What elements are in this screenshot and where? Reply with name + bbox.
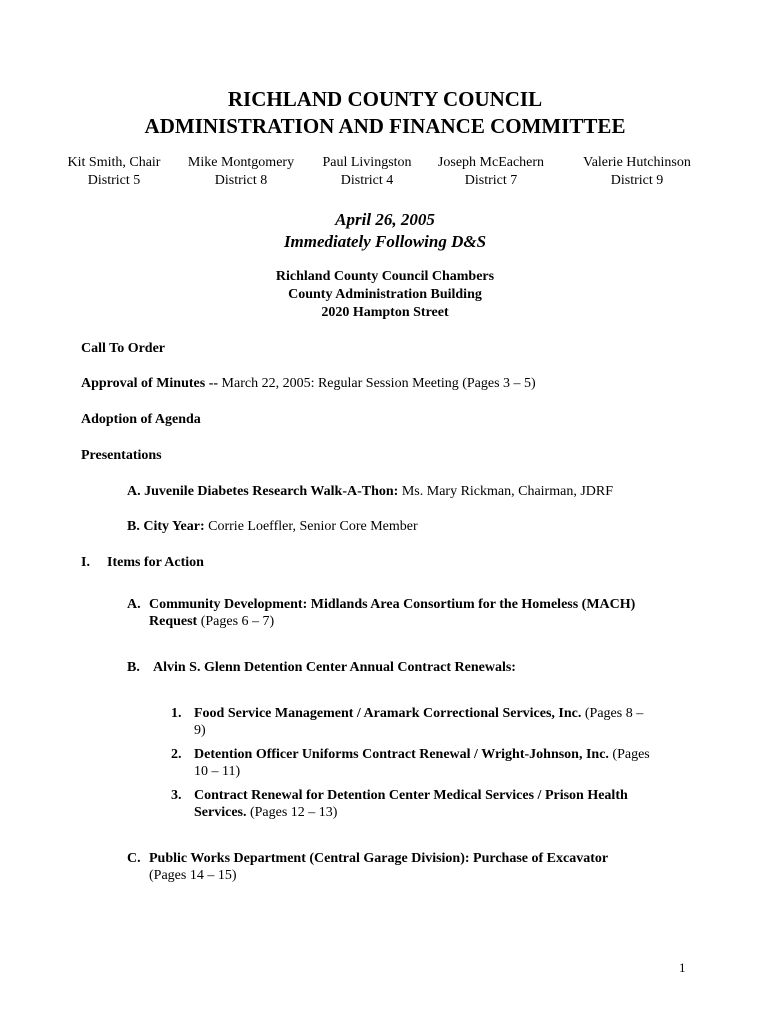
section-i-marker: I. (81, 555, 90, 570)
sub-item-2-pages: (Pages (608, 747, 650, 762)
page-number: 1 (679, 960, 686, 975)
member-mike-montgomery (181, 154, 301, 190)
action-a-marker: A. (127, 597, 141, 612)
presentation-b-marker: B. (127, 519, 140, 534)
member-name: Valerie Hutchinson (583, 155, 691, 170)
sub-item-2-line-1 (194, 746, 650, 764)
sub-item-1-label: Food Service Management / Aramark Correctional Services, Inc. (194, 706, 582, 721)
action-a-line-2 (149, 613, 274, 631)
action-a-pages: (Pages 6 – 7) (197, 614, 275, 629)
presentation-b-label: City Year: (143, 519, 205, 534)
approval-label: Approval of Minutes -- (81, 376, 219, 391)
presentation-a-label: Juvenile Diabetes Research Walk-A-Thon: (144, 484, 399, 499)
action-b-marker: B. (127, 660, 140, 675)
member-district: District 5 (87, 173, 141, 188)
action-a-request: Request (149, 614, 198, 629)
sub-item-1-marker: 1. (171, 706, 182, 721)
location-line-1: Richland County Council Chambers (275, 269, 495, 284)
sub-item-3-pages: (Pages 12 – 13) (246, 805, 338, 820)
member-name: Joseph McEachern (437, 155, 545, 170)
member-district: District 9 (610, 173, 664, 188)
approval-text: March 22, 2005: Regular Session Meeting (Pages 3 – 5) (218, 376, 536, 391)
presentation-a-text: Ms. Mary Rickman, Chairman, JDRF (398, 484, 613, 499)
action-c-marker: C. (127, 851, 141, 866)
member-district: District 7 (464, 173, 518, 188)
sub-item-2-marker: 2. (171, 747, 182, 762)
member-joseph-mceachern (430, 154, 552, 190)
presentation-b (127, 518, 418, 536)
action-a-line-1: Community Development: Midlands Area Consortium for the Homeless (MACH) (149, 597, 636, 612)
presentation-b-text: Corrie Loeffler, Senior Core Member (204, 519, 418, 534)
sub-item-1-line-2: 9) (194, 723, 206, 738)
action-c-pages: (Pages 14 – 15) (149, 868, 237, 883)
approval-of-minutes (81, 375, 536, 393)
title-line-1: RICHLAND COUNTY COUNCIL (227, 87, 543, 111)
member-name: Kit Smith, Chair (67, 155, 161, 170)
call-to-order: Call To Order (81, 341, 166, 356)
presentation-a (127, 483, 613, 501)
sub-item-1-line-1 (194, 705, 643, 723)
adoption-of-agenda: Adoption of Agenda (81, 412, 201, 427)
meeting-time: Immediately Following D&S (283, 232, 487, 251)
location-line-3: 2020 Hampton Street (321, 305, 449, 320)
location-line-2: County Administration Building (288, 287, 482, 302)
member-name: Paul Livingston (322, 155, 412, 170)
member-district: District 8 (214, 173, 268, 188)
member-district: District 4 (340, 173, 394, 188)
action-b-heading: Alvin S. Glenn Detention Center Annual Contract Renewals: (153, 660, 516, 675)
title-line-2: ADMINISTRATION AND FINANCE COMMITTEE (144, 114, 626, 138)
member-name: Mike Montgomery (187, 155, 295, 170)
member-paul-livingston (316, 154, 418, 190)
sub-item-1-pages: (Pages 8 – (581, 706, 644, 721)
sub-item-3-line-2 (194, 804, 337, 822)
sub-item-2-label: Detention Officer Uniforms Contract Renewal / Wright-Johnson, Inc. (194, 747, 609, 762)
sub-item-3-line-1: Contract Renewal for Detention Center Medical Services / Prison Health (194, 788, 628, 803)
sub-item-2-line-2: 10 – 11) (194, 764, 241, 779)
action-c-heading: Public Works Department (Central Garage Division): Purchase of Excavator (149, 851, 609, 866)
sub-item-3-marker: 3. (171, 788, 182, 803)
member-kit-smith (62, 154, 166, 190)
meeting-date: April 26, 2005 (335, 210, 435, 229)
section-i-heading: Items for Action (107, 555, 204, 570)
sub-item-3-label-end: Services. (194, 805, 247, 820)
presentations-heading: Presentations (81, 448, 162, 463)
member-valerie-hutchinson (574, 154, 700, 190)
presentation-a-marker: A. (127, 484, 141, 499)
